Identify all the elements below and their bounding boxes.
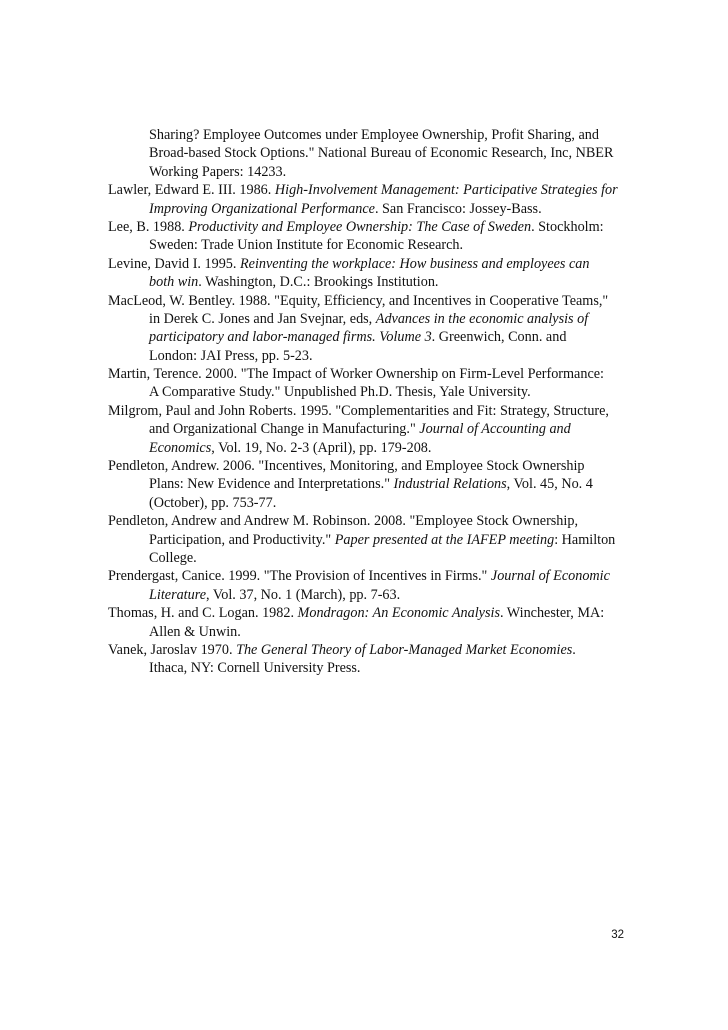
reference-line [108,512,628,530]
reference-title-text: Improving Organizational Performance [149,200,375,217]
reference-text: Lee, B. 1988. [108,218,189,235]
reference-text: College. [149,549,197,566]
reference-text: MacLeod, W. Bentley. 1988. "Equity, Efficiency, and Incentives in Cooperative Teams," [108,292,609,309]
reference-text: Pendleton, Andrew. 2006. "Incentives, Monitoring, and Employee Stock Ownership [108,458,585,475]
references-list [108,126,628,678]
reference-text: . Greenwich, Conn. and [431,329,567,346]
reference-title-text: Journal of Economic [490,568,610,585]
reference-title-text: Journal of Accounting and [419,421,571,438]
reference-line [108,292,628,310]
reference-line [108,531,628,549]
reference-text: Vanek, Jaroslav 1970. [108,641,237,658]
reference-line [108,347,628,365]
reference-title-text: Literature [149,586,207,603]
reference-text: London: JAI Press, pp. 5-23. [149,347,313,364]
reference-text: Allen & Unwin. [149,623,241,640]
reference-text: Working Papers: 14233. [149,163,287,180]
reference-line [108,402,628,420]
reference-line [108,549,628,567]
reference-line [108,236,628,254]
reference-title-text: Mondragon: An Economic Analysis [297,605,500,622]
reference-line [108,604,628,622]
reference-text: Ithaca, NY: Cornell University Press. [149,660,361,677]
reference-text: Levine, David I. 1995. [108,255,240,272]
page-number: 32 [611,929,624,941]
reference-title-text: Economics [149,439,212,456]
reference-title-text: Paper presented at the IAFEP meeting [334,531,555,548]
reference-line [108,494,628,512]
reference-line [108,567,628,585]
reference-title-text: Industrial Relations [393,476,507,493]
reference-line [108,383,628,401]
reference-text: Thomas, H. and C. Logan. 1982. [108,605,298,622]
reference-line [108,457,628,475]
reference-title-text: both win [149,274,199,291]
reference-text: Milgrom, Paul and John Roberts. 1995. "Complementarities and Fit: Strategy, Structure, [108,402,609,419]
reference-text: Prendergast, Canice. 1999. "The Provision of Incentives in Firms." [108,568,491,585]
reference-title-text: participatory and labor-managed firms. Volume 3 [149,329,432,346]
reference-title-text: Reinventing the workplace: How business and employees can [240,255,590,272]
reference-line [108,641,628,659]
reference-text: Sweden: Trade Union Institute for Economic Research. [149,237,464,254]
reference-line [108,255,628,273]
reference-line [108,420,628,438]
reference-line [108,273,628,291]
reference-line [108,475,628,493]
reference-line [108,623,628,641]
reference-line [108,144,628,162]
reference-text: (October), pp. 753-77. [149,494,277,511]
reference-line [108,439,628,457]
reference-line [108,659,628,677]
reference-text: : Hamilton [554,531,616,548]
reference-title-text: Productivity and Employee Ownership: The Case of Sweden [188,218,532,235]
reference-text: Plans: New Evidence and Interpretations." [149,476,394,493]
reference-text: Martin, Terence. 2000. "The Impact of Worker Ownership on Firm-Level Performance: [108,366,604,383]
reference-text: . San Francisco: Jossey-Bass. [374,200,542,217]
reference-text: Pendleton, Andrew and Andrew M. Robinson. 2008. "Employee Stock Ownership, [108,513,578,530]
reference-line [108,200,628,218]
reference-line [108,586,628,604]
reference-text: in Derek C. Jones and Jan Svejnar, eds, [149,310,376,327]
reference-line [108,365,628,383]
reference-text: and Organizational Change in Manufacturing." [149,421,420,438]
reference-text: Sharing? Employee Outcomes under Employee Ownership, Profit Sharing, and [149,127,599,143]
reference-title-text: Advances in the economic analysis of [375,310,589,327]
reference-line [108,328,628,346]
reference-line [108,310,628,328]
reference-line [108,218,628,236]
reference-text: , Vol. 37, No. 1 (March), pp. 7-63. [206,586,401,603]
reference-text: , Vol. 45, No. 4 [506,476,593,493]
reference-text: . [572,641,576,658]
reference-text: Lawler, Edward E. III. 1986. [108,182,275,199]
reference-text: . Winchester, MA: [499,605,605,622]
reference-text: A Comparative Study." Unpublished Ph.D. Thesis, Yale University. [149,384,531,401]
reference-text: . Stockholm: [531,218,604,235]
reference-text: Broad-based Stock Options." National Bureau of Economic Research, Inc, NBER [149,145,614,162]
reference-title-text: The General Theory of Labor-Managed Market Economies [236,641,573,658]
reference-text: . Washington, D.C.: Brookings Institution. [198,274,439,291]
reference-text: Participation, and Productivity." [149,531,335,548]
reference-title-text: High-Involvement Management: Participative Strategies for [274,182,618,199]
reference-line [108,163,628,181]
reference-line [108,181,628,199]
reference-line [108,126,628,144]
reference-text: , Vol. 19, No. 2-3 (April), pp. 179-208. [211,439,432,456]
